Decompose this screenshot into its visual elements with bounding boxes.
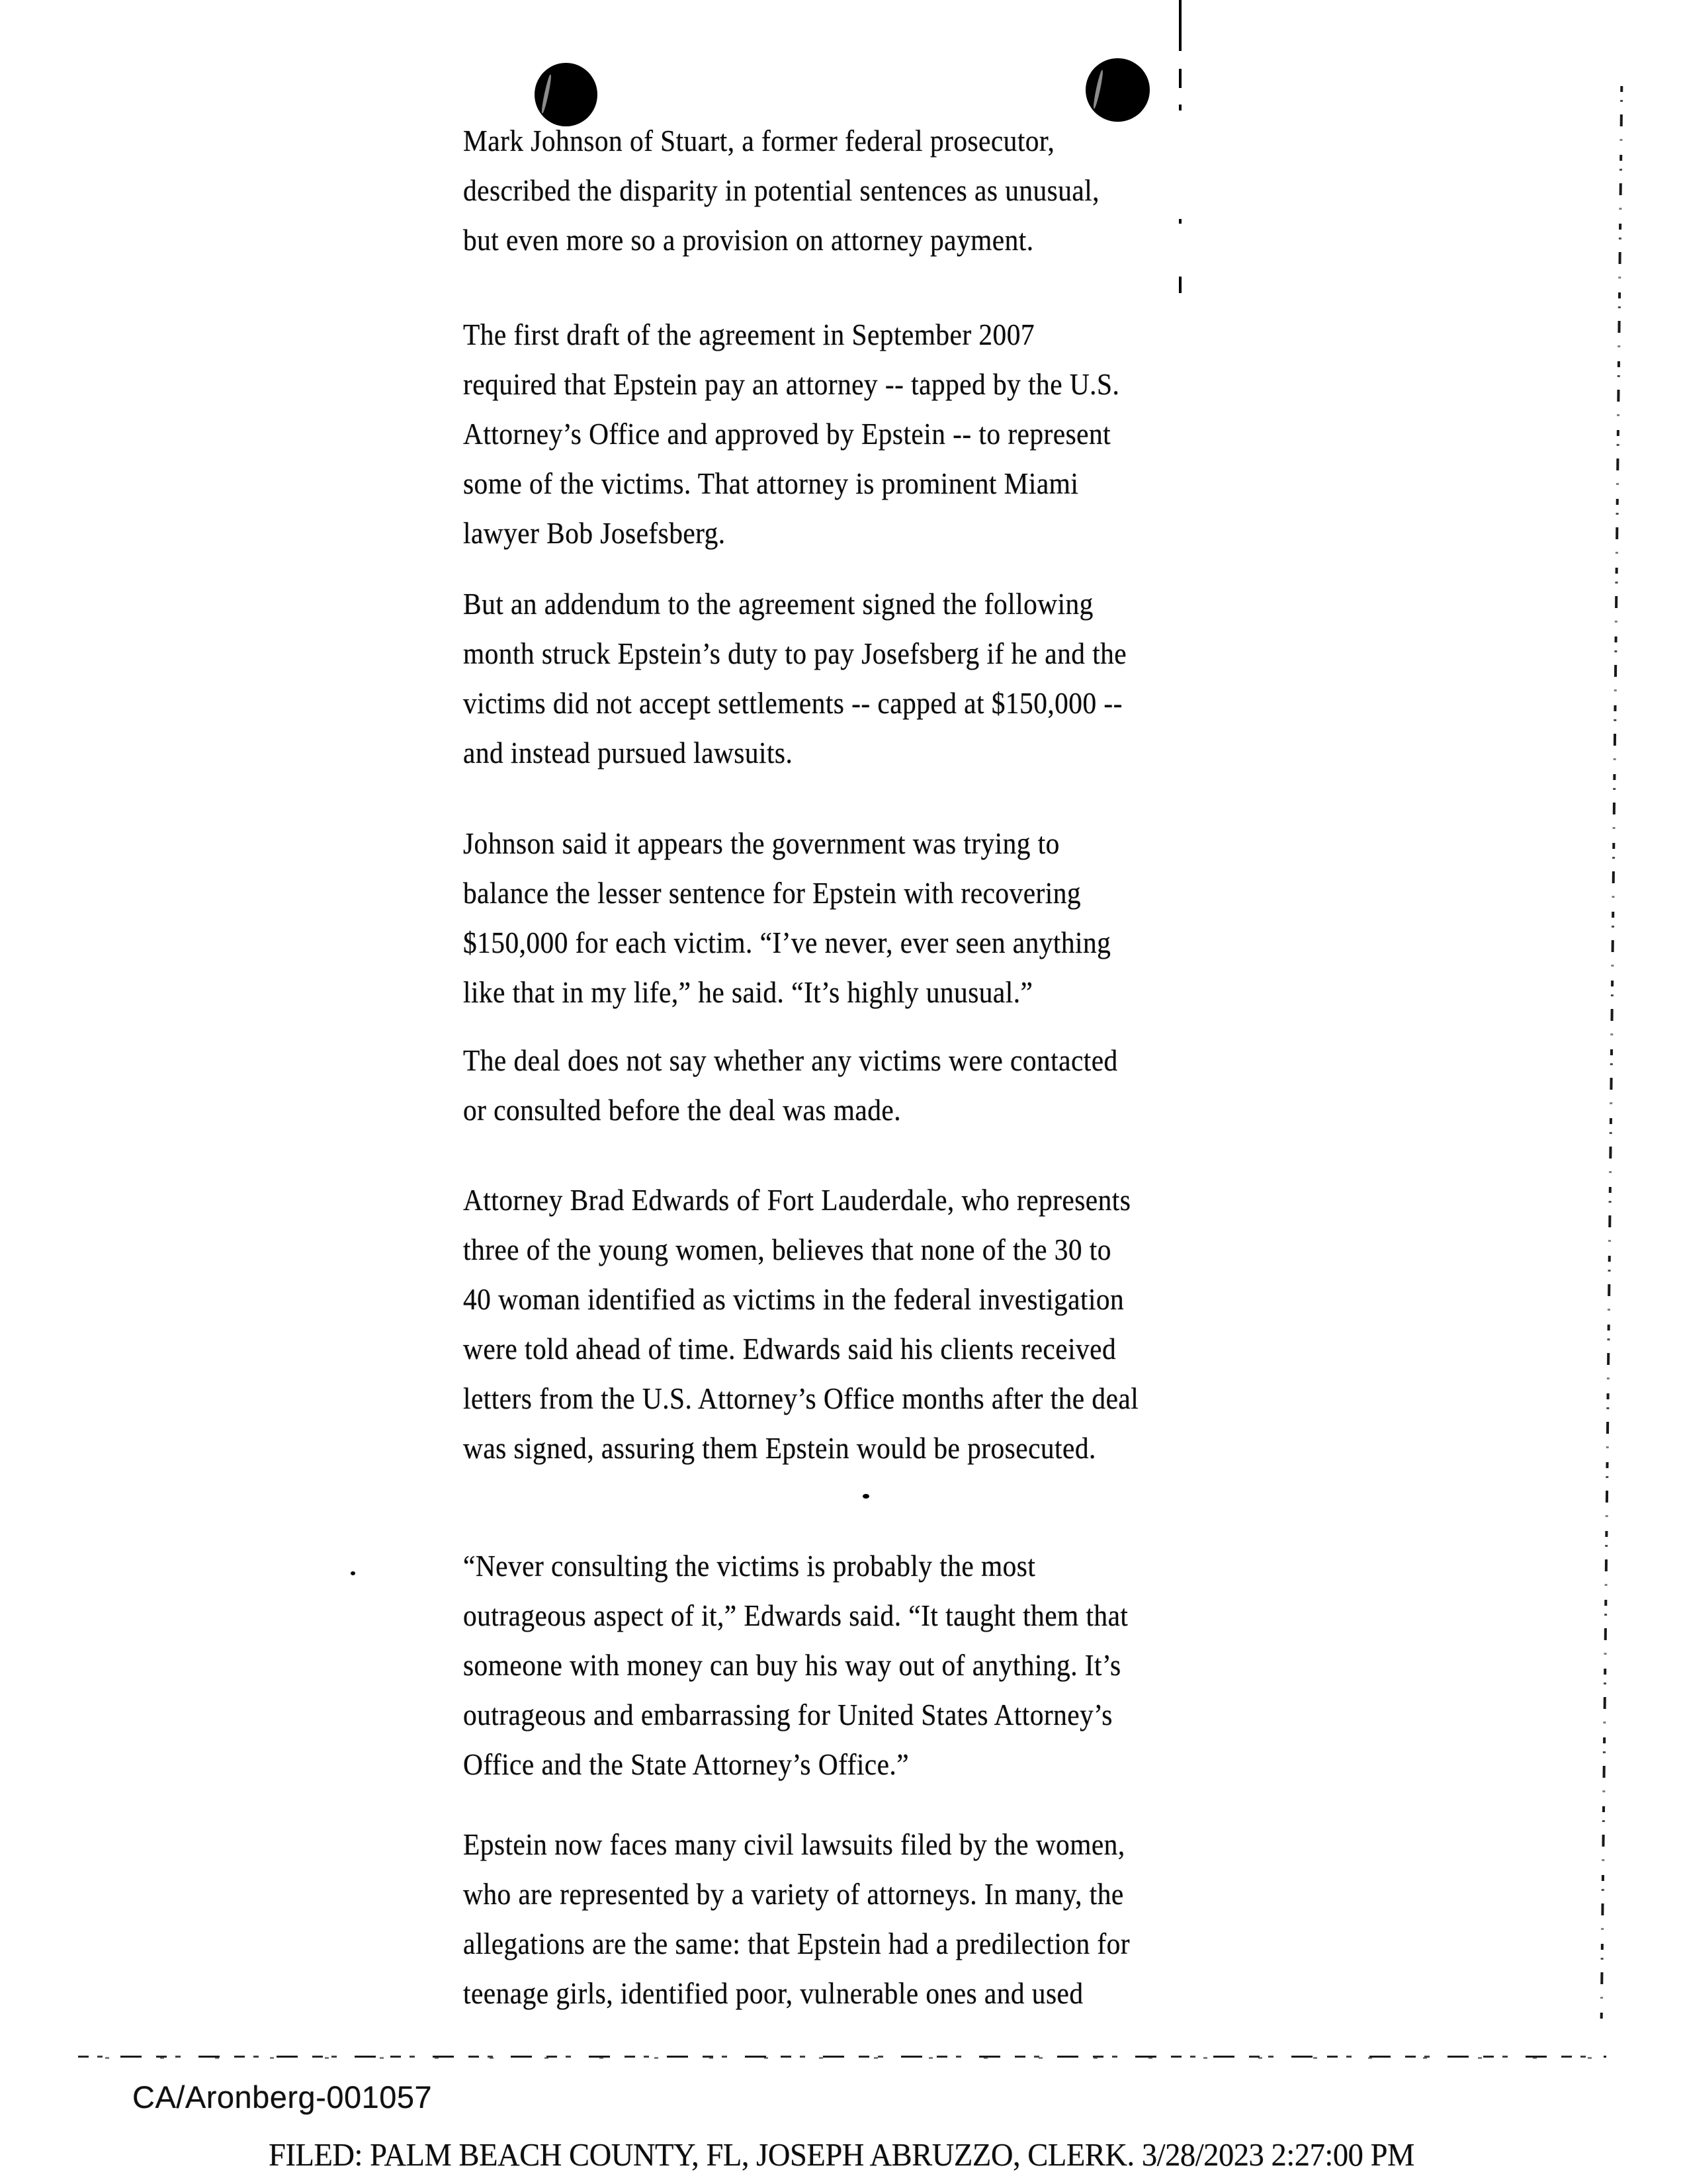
bates-number-stamp: CA/Aronberg-001057 <box>132 2079 433 2115</box>
text-line: letters from the U.S. Attorney’s Office months after the deal <box>463 1381 1139 1415</box>
text-line: lawyer Bob Josefsberg. <box>463 516 726 550</box>
text-line: Epstein now faces many civil lawsuits filed by the women, <box>463 1827 1125 1861</box>
text-line: like that in my life,” he said. “It’s highly unusual.” <box>463 975 1033 1009</box>
scan-artifact-vertical-dash <box>1179 219 1182 224</box>
text-line: victims did not accept settlements -- capped at $150,000 -- <box>463 686 1123 720</box>
text-line: “Never consulting the victims is probably the most <box>463 1549 1036 1583</box>
scan-artifact-horizontal-noise <box>78 2055 1606 2059</box>
paragraph-6 <box>463 1175 1139 1473</box>
paragraph-5 <box>463 1035 1118 1135</box>
text-line: Attorney’s Office and approved by Epstein -- to represent <box>463 417 1111 451</box>
text-line: $150,000 for each victim. “I’ve never, ever seen anything <box>463 926 1111 959</box>
scan-artifact-vertical-dash <box>1179 277 1182 293</box>
text-line: someone with money can buy his way out of anything. It’s <box>463 1648 1121 1682</box>
paragraph-3 <box>463 579 1127 777</box>
paragraph-1 <box>463 116 1100 265</box>
text-line: described the disparity in potential sentences as unusual, <box>463 173 1100 207</box>
clerk-filing-banner: FILED: PALM BEACH COUNTY, FL, JOSEPH ABRUZZO, CLERK. 3/28/2023 2:27:00 PM <box>269 2136 1414 2173</box>
text-line: month struck Epstein’s duty to pay Josefsberg if he and the <box>463 636 1127 670</box>
paragraph-8 <box>463 1819 1130 2018</box>
paragraph-4 <box>463 818 1111 1017</box>
text-line: teenage girls, identified poor, vulnerable ones and used <box>463 1976 1084 2010</box>
text-line: The deal does not say whether any victims were contacted <box>463 1043 1118 1077</box>
scan-artifact-vertical-dash <box>1179 105 1182 110</box>
text-line: was signed, assuring them Epstein would be prosecuted. <box>463 1431 1096 1465</box>
text-line: were told ahead of time. Edwards said his clients received <box>463 1332 1117 1366</box>
text-line: The first draft of the agreement in September 2007 <box>463 318 1035 351</box>
scan-artifact-vertical-dash <box>1179 0 1182 51</box>
text-line: Mark Johnson of Stuart, a former federal prosecutor, <box>463 124 1055 157</box>
paragraph-7 <box>463 1541 1128 1789</box>
text-line: or consulted before the deal was made. <box>463 1093 902 1127</box>
text-line: 40 woman identified as victims in the federal investigation <box>463 1282 1125 1316</box>
ink-speck <box>863 1494 869 1499</box>
text-line: some of the victims. That attorney is prominent Miami <box>463 466 1079 500</box>
text-line: Attorney Brad Edwards of Fort Lauderdale, who represents <box>463 1183 1131 1217</box>
text-line: outrageous and embarrassing for United States Attorney’s <box>463 1698 1113 1731</box>
text-line: and instead pursued lawsuits. <box>463 736 793 769</box>
hole-punch-mark-right <box>1086 58 1150 122</box>
text-line: three of the young women, believes that none of the 30 to <box>463 1233 1111 1266</box>
ink-speck <box>351 1571 355 1575</box>
text-line: but even more so a provision on attorney payment. <box>463 223 1034 257</box>
text-line: Johnson said it appears the government was trying to <box>463 826 1060 860</box>
scan-artifact-vertical-dash <box>1179 69 1182 88</box>
text-line: who are represented by a variety of attorneys. In many, the <box>463 1877 1124 1911</box>
paragraph-2 <box>463 310 1119 558</box>
text-line: balance the lesser sentence for Epstein with recovering <box>463 876 1082 910</box>
text-line: required that Epstein pay an attorney -- tapped by the U.S. <box>463 367 1120 401</box>
text-line: Office and the State Attorney’s Office.” <box>463 1747 910 1781</box>
text-line: allegations are the same: that Epstein had a predilection for <box>463 1927 1131 1960</box>
scan-artifact-right-edge-noise <box>1600 86 1623 2021</box>
text-line: outrageous aspect of it,” Edwards said. “It taught them that <box>463 1598 1129 1632</box>
text-line: But an addendum to the agreement signed the following <box>463 587 1094 621</box>
